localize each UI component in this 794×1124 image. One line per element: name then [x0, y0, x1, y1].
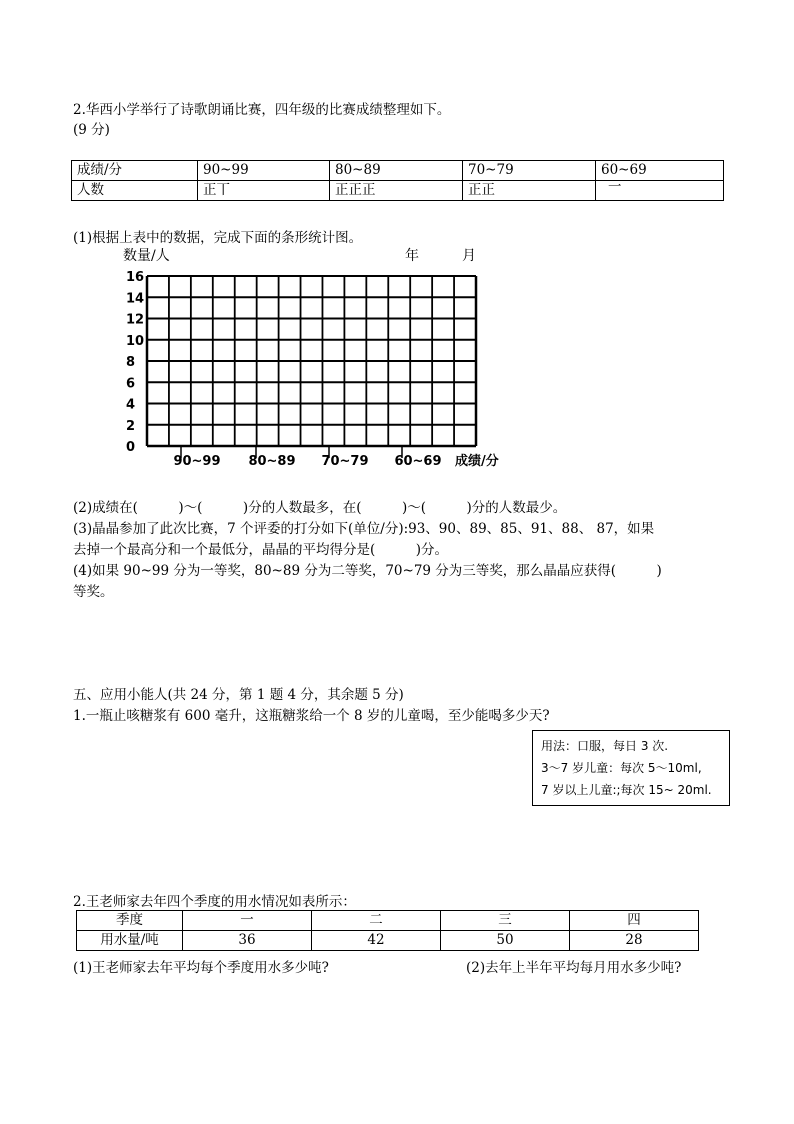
water-table-header-row	[77, 911, 699, 931]
range-cell: 90~99	[198, 161, 330, 181]
sub-question-3-line1: (3)晶晶参加了此次比赛，7 个评委的打分如下(单位/分):93、90、89、85、91、88、 87，如果	[73, 521, 655, 537]
y-tick-label: 16	[126, 270, 145, 285]
chart-x-axis-label: 成绩/分	[455, 454, 499, 469]
x-tick-label: 90~99	[173, 454, 221, 469]
tally-cell: 正正正	[330, 181, 463, 201]
x-tick-label: 80~89	[248, 454, 296, 469]
water-question-sub2: (2)去年上半年平均每月用水多少吨?	[466, 960, 682, 976]
chart-year-label: 年	[405, 248, 419, 264]
tally-cell: 正丅	[198, 181, 330, 201]
score-table-count-row	[72, 181, 724, 201]
count-label: 人数	[72, 181, 198, 201]
chart-y-axis-label: 数量/人	[123, 248, 170, 264]
usage-cell: 36	[183, 931, 312, 951]
season-cell: 一	[183, 911, 312, 931]
y-tick-label: 10	[126, 333, 145, 349]
x-tick-label: 70~79	[321, 454, 369, 469]
sub-question-4-line1: (4)如果 90~99 分为一等奖，80~89 分为二等奖，70~79 分为三等奖，那么晶晶应获得( )	[73, 563, 662, 579]
range-cell: 70~79	[463, 161, 596, 181]
bar-chart	[0, 240, 794, 475]
chart-month-label: 月	[462, 248, 476, 264]
season-cell: 三	[441, 911, 570, 931]
chart-grid	[147, 276, 476, 446]
note-line: 用法：口服，每日 3 次.	[541, 739, 669, 753]
usage-cell: 42	[312, 931, 441, 951]
y-tick-label: 0	[126, 440, 136, 455]
season-cell: 四	[570, 911, 699, 931]
section-5-question-1: 1.一瓶止咳糖浆有 600 毫升，这瓶糖浆给一个 8 岁的儿童喝，至少能喝多少天?	[73, 708, 550, 724]
sub-question-1: (1)根据上表中的数据，完成下面的条形统计图。	[73, 230, 363, 246]
water-question-sub1: (1)王老师家去年平均每个季度用水多少吨?	[73, 960, 329, 976]
section-5-title: 五、应用小能人(共 24 分，第 1 题 4 分，其余题 5 分)	[73, 687, 404, 703]
season-label: 季度	[77, 911, 183, 931]
score-table-header-row	[72, 161, 724, 181]
note-line: 3～7 岁儿童：每次 5～10ml,	[541, 761, 702, 775]
usage-cell: 50	[441, 931, 570, 951]
water-usage-table	[76, 910, 699, 951]
chart-x-ticks	[173, 446, 441, 469]
sub-question-3-line2: 去掉一个最高分和一个最低分，晶晶的平均得分是( )分。	[73, 542, 449, 558]
y-tick-label: 4	[126, 397, 136, 413]
score-header-label: 成绩/分	[72, 161, 198, 181]
note-line: 7 岁以上儿童:;每次 15~ 20ml.	[541, 783, 712, 797]
y-tick-label: 2	[126, 418, 136, 434]
section-5-question-2: 2.王老师家去年四个季度的用水情况如表所示：	[73, 894, 356, 910]
usage-label: 用水量/吨	[77, 931, 183, 951]
chart-y-ticks	[126, 270, 144, 455]
y-tick-label: 6	[126, 376, 136, 392]
sub-question-2: (2)成绩在( )～( )分的人数最多，在( )～( )分的人数最少。	[73, 500, 567, 516]
range-cell: 80~89	[330, 161, 463, 181]
score-table	[71, 160, 724, 201]
range-cell: 60~69	[596, 161, 724, 181]
tally-cell: 正正	[463, 181, 596, 201]
sub-question-4-line2: 等奖。	[73, 584, 114, 600]
x-tick-label: 60~69	[394, 454, 442, 469]
y-tick-label: 8	[126, 355, 136, 370]
question-2-title: 2.华西小学举行了诗歌朗诵比赛，四年级的比赛成绩整理如下。	[73, 102, 451, 118]
y-tick-label: 12	[126, 312, 145, 328]
season-cell: 二	[312, 911, 441, 931]
y-tick-label: 14	[126, 291, 145, 307]
tally-cell: 一	[596, 181, 724, 201]
usage-cell: 28	[570, 931, 699, 951]
question-2-score: (9 分)	[73, 122, 110, 138]
medicine-usage-note	[532, 730, 730, 806]
water-table-usage-row	[77, 931, 699, 951]
